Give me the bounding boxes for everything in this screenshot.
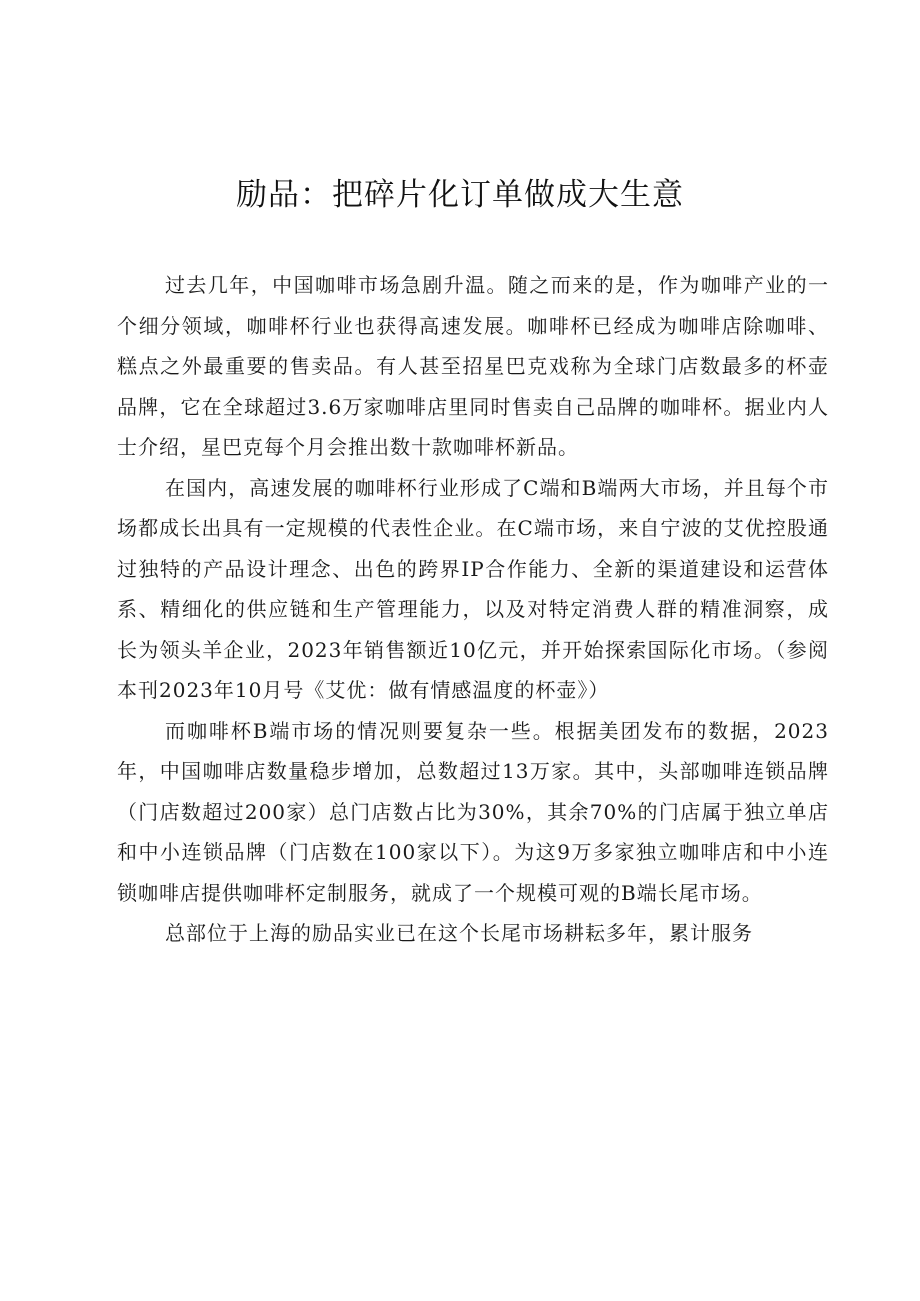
paragraph: 在国内，高速发展的咖啡杯行业形成了C端和B端两大市场，并且每个市场都成长出具有一定规模的代表性企业。在C端市场，来自宁波的艾优控股通过独特的产品设计理念、出色的跨界IP合作能力、全新的渠道建设和运营体系、精细化的供应链和生产管理能力，以及对特定消费人群的精准洞察，成长为领头羊企业，2023年销售额近10亿元，并开始探索国际化市场。（参阅本刊2023年10月号《艾优：做有情感温度的杯壶》） xyxy=(117,475,829,702)
paragraph: 而咖啡杯B端市场的情况则要复杂一些。根据美团发布的数据，2023年，中国咖啡店数量稳步增加，总数超过13万家。其中，头部咖啡连锁品牌（门店数超过200家）总门店数占比为30%，其余70%的门店属于独立单店和中小连锁品牌（门店数在100家以下）。为这9万多家独立咖啡店和中小连锁咖啡店提供咖啡杯定制服务，就成了一个规模可观的B端长尾市场。 xyxy=(117,718,829,905)
article-title: 励品：把碎片化订单做成大生意 xyxy=(236,177,684,213)
article-body xyxy=(117,265,829,954)
paragraph: 总部位于上海的励品实业已在这个长尾市场耕耘多年，累计服务 xyxy=(165,921,753,945)
paragraph: 过去几年，中国咖啡市场急剧升温。随之而来的是，作为咖啡产业的一个细分领域，咖啡杯行业也获得高速发展。咖啡杯已经成为咖啡店除咖啡、糕点之外最重要的售卖品。有人甚至招星巴克戏称为全球门店数最多的杯壶品牌，它在全球超过3.6万家咖啡店里同时售卖自己品牌的咖啡杯。据业内人士介绍，星巴克每个月会推出数十款咖啡杯新品。 xyxy=(117,273,829,459)
